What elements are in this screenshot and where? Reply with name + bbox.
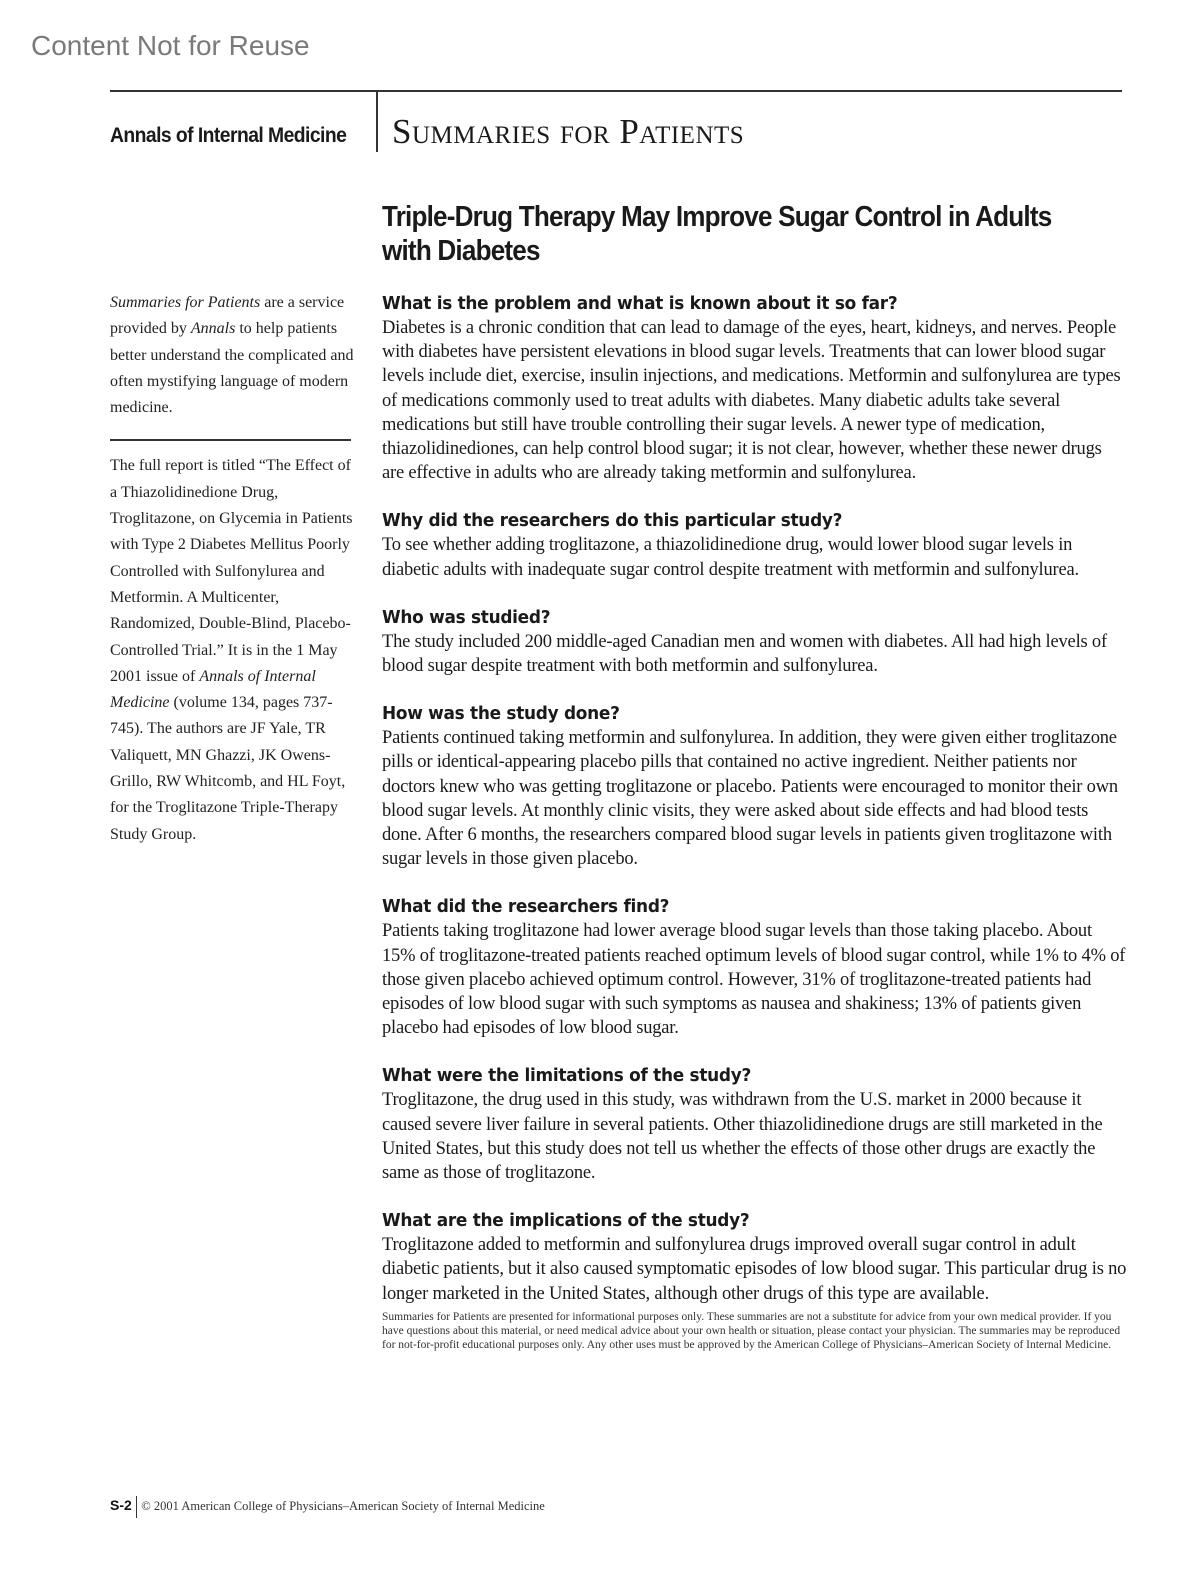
article-section: [382, 702, 1127, 871]
sidebar: [110, 290, 355, 848]
sidebar-intro: [110, 290, 355, 421]
section-body: Patients taking troglitazone had lower average blood sugar levels than those taking placebo. About 15% of troglitazone-treated patients reached optimum levels of blood sugar control, while 1% to 4% of those given placebo achieved optimum control. However, 31% of troglitazone-treated patients had episodes of low blood sugar with such symptoms as nausea and shakiness; 13% of patients given placebo had episodes of low blood sugar.: [382, 921, 1126, 1039]
copyright-text: © 2001 American College of Physicians–American Society of Internal Medicine: [141, 1498, 545, 1513]
article-section: [382, 895, 1127, 1040]
header-divider: [376, 90, 378, 152]
sidebar-intro-journal: Annals: [190, 320, 236, 338]
section-heading: Who was studied?: [382, 606, 551, 628]
article-title: Triple-Drug Therapy May Improve Sugar Control in Adults with Diabetes: [382, 201, 1052, 267]
article-section: [382, 292, 1127, 485]
sidebar-intro-text-b: to help patients better understand the complicated and often mystifying language of modern medicine.: [110, 320, 354, 417]
section-heading: How was the study done?: [382, 703, 620, 725]
section-body: Troglitazone added to metformin and sulfonylurea drugs improved overall sugar control in adult diabetic patients, but it also caused symptomatic episodes of low blood sugar. This particular drug is no longer marketed in the United States, although other drugs of this type are available.: [382, 1235, 1127, 1304]
sidebar-divider: [110, 439, 351, 441]
article-section: [382, 1209, 1127, 1306]
section-body: The study included 200 middle-aged Canadian men and women with diabetes. All had high levels of blood sugar despite treatment with both metformin and sulfonylurea.: [382, 631, 1107, 677]
sidebar-report-text-a: The full report is titled “The Effect of a Thiazolidinedione Drug, Troglitazone, on Glycemia in Patients with Type 2 Diabetes Mellitus Poorly Controlled with Sulfonylurea and Metformin. A Multicenter, Randomized, Double-Blind, Placebo-Controlled Trial.” It is in the 1 May 2001 issue of: [110, 457, 353, 685]
section-body: Patients continued taking metformin and sulfonylurea. In addition, they were given either troglitazone pills or identical-appearing placebo pills that contained no active ingredient. Neither patients nor doctors knew who was getting troglitazone or placebo. Patients were encouraged to monitor their own blood sugar levels. At monthly clinic visits, they were asked about side effects and had blood tests done. After 6 months, the researchers compared blood sugar levels in patients given troglitazone with sugar levels in those given placebo.: [382, 728, 1118, 870]
page-number: S-2: [110, 1496, 132, 1513]
section-name: Summaries for Patients: [392, 112, 745, 151]
footer-divider: [136, 1496, 138, 1518]
sidebar-report-text-b: (volume 134, pages 737-745). The authors are JF Yale, TR Valiquett, MN Ghazzi, JK Owens-Grillo, RW Whitcomb, and HL Foyt, for the Troglitazone Triple-Therapy Study Group.: [110, 694, 346, 843]
disclaimer: Summaries for Patients are presented for informational purposes only. These summaries are not a substitute for advice from your own medical provider. If you have questions about this material, or need medical advice about your own health or situation, please contact your physician. The summaries may be reproduced for not-for-profit educational purposes only. Any other uses must be approved by the American College of Physicians–American Society of Internal Medicine.: [382, 1310, 1121, 1351]
sidebar-intro-text-a: are a service provided by: [110, 294, 345, 338]
section-heading: Why did the researchers do this particular study?: [382, 510, 843, 532]
watermark-text: Content Not for Reuse: [31, 30, 310, 61]
sidebar-intro-title: Summaries for Patients: [110, 294, 261, 311]
article-section: [382, 1064, 1127, 1185]
section-heading: What did the researchers find?: [382, 896, 670, 918]
article-section: [382, 509, 1127, 581]
article: [382, 200, 1127, 1352]
section-body: To see whether adding troglitazone, a thiazolidinedione drug, would lower blood sugar levels in diabetic adults with inadequate sugar control despite treatment with metformin and sulfonylurea.: [382, 535, 1079, 580]
header-rule: [110, 90, 1122, 92]
section-heading: What were the limitations of the study?: [382, 1065, 752, 1087]
article-section: [382, 606, 1127, 678]
sidebar-report-info: [110, 453, 355, 847]
page-footer: [110, 1496, 545, 1518]
section-body: Diabetes is a chronic condition that can lead to damage of the eyes, heart, kidneys, and nerves. People with diabetes have persistent elevations in blood sugar levels. Treatments that can lower blood sugar levels include diet, exercise, insulin injections, and medications. Metformin and sulfonylurea are types of medications commonly used to treat adults with diabetes. Many diabetic adults take several medications but still have trouble controlling their sugar levels. A newer type of medication, thiazolidinediones, can help control blood sugar; it is not clear, however, whether these newer drugs are effective in adults who are already taking metformin and sulfonylurea.: [382, 318, 1121, 484]
section-heading: What is the problem and what is known about it so far?: [382, 293, 898, 314]
journal-name: Annals of Internal Medicine: [110, 124, 347, 147]
sidebar-report-journal: Annals of Internal Medicine: [110, 667, 316, 712]
section-heading: What are the implications of the study?: [382, 1210, 750, 1232]
section-body: Troglitazone, the drug used in this study, was withdrawn from the U.S. market in 2000 because it caused severe liver failure in several patients. Other thiazolidinedione drugs are still marketed in the United States, but this study does not tell us whether the effects of those other drugs are exactly the same as those of troglitazone.: [382, 1090, 1103, 1184]
